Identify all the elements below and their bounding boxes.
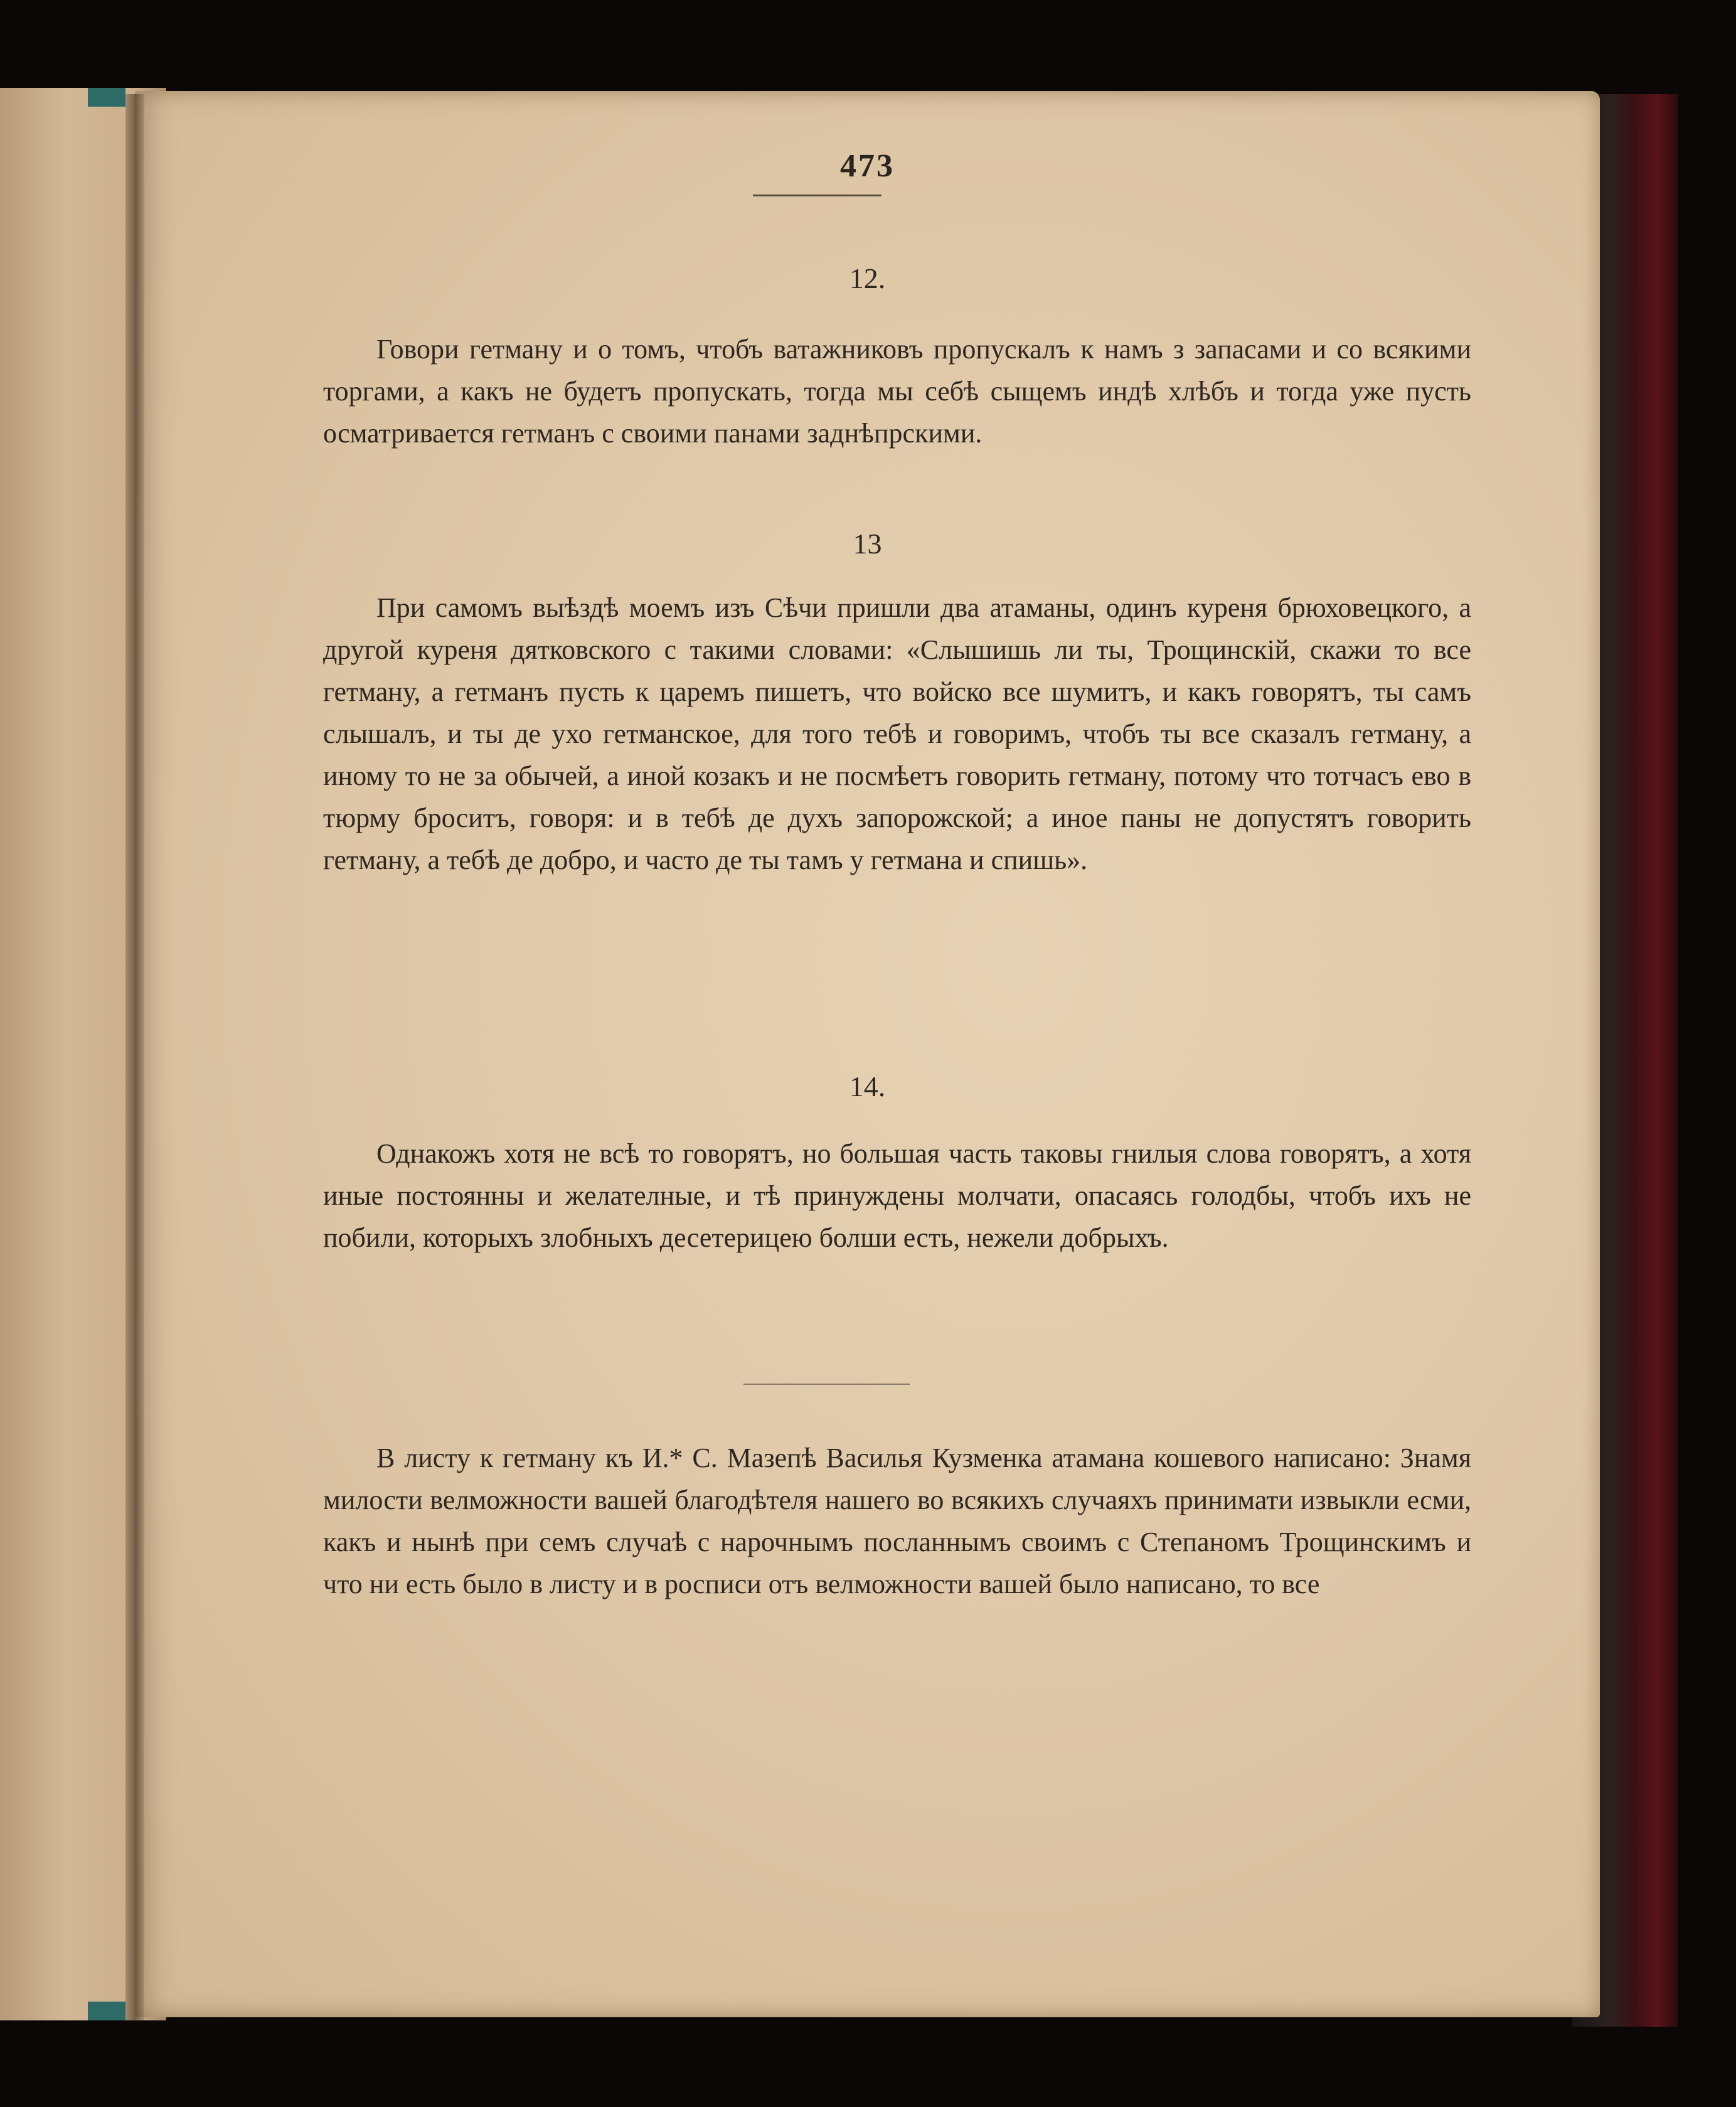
- book-page: [135, 91, 1600, 2017]
- section-number: 14.: [849, 1070, 886, 1102]
- letter-text: В листу к гетману къ И.* С. Мазепѣ Василья Кузменка атамана кошевого написано: Знамя милости велможности вашей благодѣтеля нашего во всякихъ случаяхъ принимати извыкли есми, какъ и нынѣ при семъ случаѣ с нарочнымъ посланнымъ своимъ с Степаномъ Трощинскимъ и что ни есть было в листу и в росписи отъ велможности вашей было написано, то все: [323, 1443, 1471, 1599]
- section-paragraph: [323, 1133, 1471, 1259]
- section-paragraph: [323, 328, 1471, 454]
- section-number: 12.: [849, 262, 886, 294]
- letter-paragraph: [323, 1437, 1471, 1605]
- section-text: При самомъ выѣздѣ моемъ изъ Сѣчи пришли два атаманы, одинъ куреня брюховецкого, а другой куреня дятковского с такими словами: «Слышишь ли ты, Трощинскій, скажи то все гетману, а гетманъ пусть к царемъ пишетъ, что войско все шумитъ, и какъ говорятъ, ты самъ слышалъ, и ты де ухо гетманское, для того тебѣ и говоримъ, чтобъ ты все сказалъ гетману, а иному то не за обычей, а иной козакъ и не посмѣетъ говорить гетману, потому что тотчасъ ево в тюрму броситъ, говоря: и в тебѣ де духъ запорожской; а иное паны не допустятъ говорить гетману, а тебѣ де добро, и часто де ты тамъ у гетмана и спишь».: [323, 592, 1471, 875]
- book-gutter: [125, 94, 144, 2020]
- section-paragraph: [323, 587, 1471, 881]
- page-edge-color-mark: [88, 88, 125, 107]
- section-number: 13: [853, 528, 882, 560]
- page-edge-color-mark: [88, 2002, 125, 2020]
- section-text: Говори гетману и о томъ, чтобъ ватажниковъ пропускалъ к намъ з запасами и со всякими торгами, а какъ не будетъ пропускать, тогда мы себѣ сыщемъ индѣ хлѣбъ и тогда уже пусть осматривается гетманъ с своими панами заднѣпрскими.: [323, 334, 1471, 449]
- section-divider: [743, 1384, 910, 1385]
- page-number: 473: [840, 148, 895, 184]
- page-number-rule: [753, 195, 881, 196]
- section-text: Однакожъ хотя не всѣ то говорятъ, но большая часть таковы гнилыя слова говорятъ, а хотя иные постоянны и желателные, и тѣ принуждены молчати, опасаясь голодбы, чтобъ ихъ не побили, которыхъ злобныхъ десетерицею болши есть, нежели добрыхъ.: [323, 1138, 1471, 1253]
